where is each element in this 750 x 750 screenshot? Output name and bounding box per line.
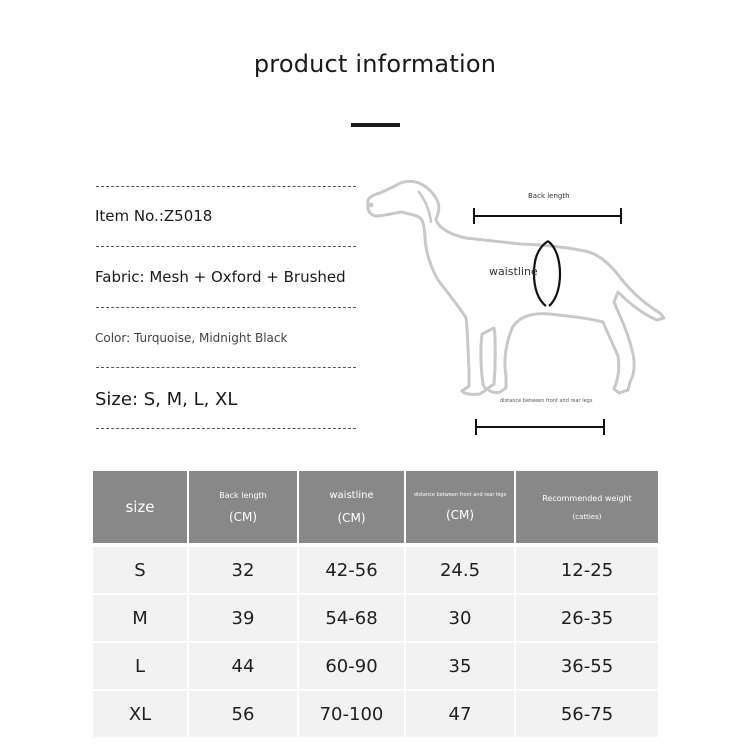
header-back-length — [189, 471, 299, 545]
cell-leg-distance: 24.5 — [406, 545, 516, 595]
cell-size: XL — [93, 691, 189, 739]
header-waistline — [299, 471, 406, 545]
dog-silhouette-icon — [368, 181, 664, 394]
cell-waistline: 70-100 — [299, 691, 406, 739]
cell-waistline: 54-68 — [299, 595, 406, 643]
cell-back-length: 56 — [189, 691, 299, 739]
header-leg-distance-label: distance between front and rear legs — [413, 492, 507, 498]
title-underline — [351, 123, 400, 127]
size-info: Size: S, M, L, XL — [95, 389, 238, 410]
leg-distance-marker — [476, 419, 604, 435]
table-row — [93, 545, 658, 595]
cell-back-length: 39 — [189, 595, 299, 643]
header-leg-distance — [406, 471, 516, 545]
cell-size: S — [93, 545, 189, 595]
table-row — [93, 691, 658, 739]
size-chart-table — [93, 471, 658, 739]
header-size: size — [93, 471, 189, 545]
dashed-divider — [96, 428, 356, 429]
header-back-length-unit: (CM) — [228, 509, 258, 524]
back-length-label: Back length — [528, 192, 570, 200]
dashed-divider — [96, 246, 356, 247]
leg-distance-label: distance between front and rear legs — [500, 398, 593, 404]
cell-waistline: 60-90 — [299, 643, 406, 691]
table-row — [93, 595, 658, 643]
table-header-row — [93, 471, 658, 545]
cell-size: M — [93, 595, 189, 643]
cell-leg-distance: 35 — [406, 643, 516, 691]
cell-size: L — [93, 643, 189, 691]
cell-leg-distance: 30 — [406, 595, 516, 643]
back-length-marker — [474, 208, 621, 224]
header-back-length-label: Back length — [219, 490, 267, 500]
color-info: Color: Turquoise, Midnight Black — [95, 331, 288, 345]
cell-weight: 36-55 — [516, 643, 658, 691]
waistline-label: waistline — [489, 265, 538, 278]
cell-waistline: 42-56 — [299, 545, 406, 595]
fabric-info: Fabric: Mesh + Oxford + Brushed — [95, 268, 346, 286]
dashed-divider — [96, 307, 356, 308]
header-waistline-unit: (CM) — [337, 510, 366, 525]
cell-weight: 56-75 — [516, 691, 658, 739]
header-weight-label: Recommended weight — [542, 493, 632, 503]
dashed-divider — [96, 367, 356, 368]
cell-back-length: 44 — [189, 643, 299, 691]
cell-weight: 26-35 — [516, 595, 658, 643]
cell-weight: 12-25 — [516, 545, 658, 595]
table-row — [93, 643, 658, 691]
header-weight-unit: (catties) — [572, 512, 602, 521]
cell-leg-distance: 47 — [406, 691, 516, 739]
header-weight — [516, 471, 658, 545]
dashed-divider — [96, 186, 356, 187]
item-number: Item No.:Z5018 — [95, 207, 213, 225]
page-title: product information — [253, 50, 497, 78]
header-waistline-label: waistline — [329, 489, 374, 501]
header-leg-distance-unit: (CM) — [445, 508, 475, 522]
cell-back-length: 32 — [189, 545, 299, 595]
